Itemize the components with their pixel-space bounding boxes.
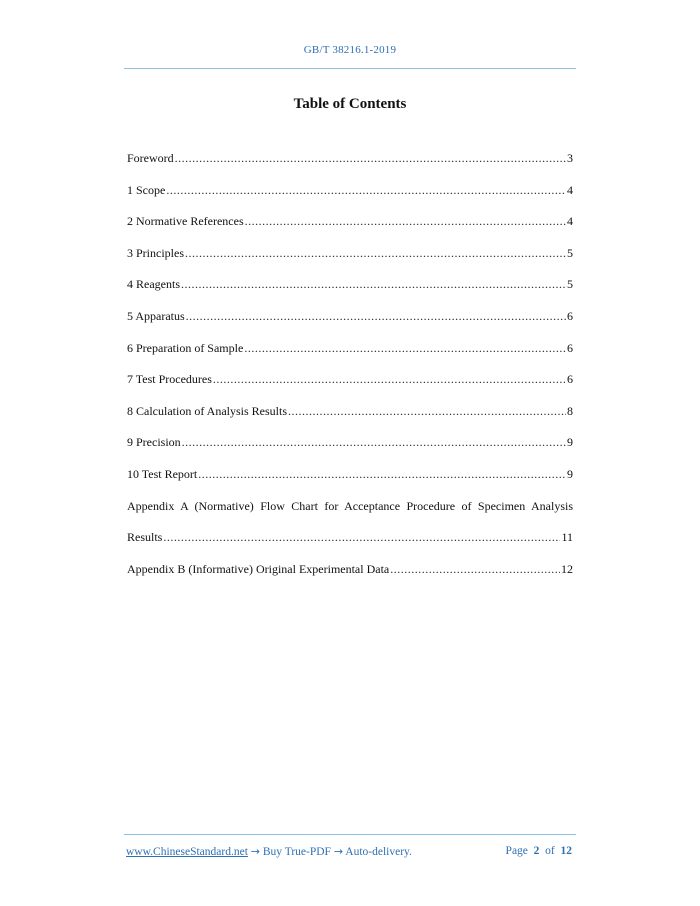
arrow-right-icon: → (250, 845, 260, 858)
toc-entry-label: 4 Reagents (127, 277, 180, 292)
toc-entry-label: 3 Principles (127, 245, 184, 260)
toc-entry-calculation[interactable] (127, 399, 573, 431)
toc-entry-preparation-of-sample[interactable] (127, 336, 573, 368)
toc-entry-label: 9 Precision (127, 435, 181, 450)
page-total: 12 (560, 845, 572, 857)
toc-page-number: 6 (567, 372, 573, 387)
toc-entry-label: 7 Test Procedures (127, 372, 212, 387)
footer-promo (126, 845, 412, 858)
toc-entry-label: 5 Apparatus (127, 308, 185, 323)
toc-leader-dots (163, 527, 560, 547)
toc-leader-dots (186, 306, 566, 326)
toc-entry-test-report[interactable] (127, 462, 573, 494)
toc-leader-dots (181, 274, 566, 294)
toc-page-number: 3 (567, 151, 573, 165)
toc-page-number: 12 (561, 561, 573, 576)
toc-page-number: 5 (567, 245, 573, 260)
document-header (0, 44, 700, 56)
table-of-contents (127, 146, 573, 588)
toc-entry-apparatus[interactable] (127, 304, 573, 336)
toc-leader-dots (185, 243, 566, 263)
toc-leader-dots (166, 180, 566, 200)
toc-page-number: 9 (567, 435, 573, 450)
toc-leader-dots (244, 338, 566, 358)
toc-entry-label: 1 Scope (127, 182, 166, 197)
toc-page-number: 11 (561, 530, 573, 545)
toc-leader-dots (213, 369, 566, 389)
toc-leader-dots (288, 401, 566, 421)
toc-entry-label-continued: Results (127, 530, 163, 545)
toc-leader-dots (182, 432, 566, 452)
toc-entry-appendix-b[interactable] (127, 557, 573, 589)
toc-leader-dots (390, 559, 560, 579)
toc-page-number: 8 (567, 403, 573, 418)
toc-page-number: 5 (567, 277, 573, 292)
toc-entry-normative-references[interactable] (127, 209, 573, 241)
toc-entry-label: Appendix A (Normative) Flow Chart for Acceptance Procedure of Specimen Analysis (127, 498, 573, 513)
standard-code: GB/T 38216.1-2019 (303, 44, 397, 56)
toc-leader-dots (175, 148, 566, 168)
toc-entry-foreword[interactable] (127, 146, 573, 178)
arrow-right-icon: → (333, 845, 344, 858)
page-label: Page (505, 845, 528, 857)
toc-page-number: 6 (567, 308, 573, 323)
toc-entry-label: 10 Test Report (127, 466, 198, 481)
toc-page-number: 6 (567, 340, 573, 355)
toc-entry-label: Appendix B (Informative) Original Experimental Data (127, 561, 390, 576)
auto-delivery-text: Auto-delivery. (345, 846, 412, 858)
toc-entry-label: 6 Preparation of Sample (127, 340, 244, 355)
toc-page-number: 4 (567, 214, 573, 229)
toc-entry-label: Foreword (127, 151, 174, 165)
toc-entry-appendix-a[interactable] (127, 494, 573, 557)
website-link[interactable]: www.ChineseStandard.net (126, 846, 248, 858)
toc-page-number: 4 (567, 182, 573, 197)
toc-entry-label: 2 Normative References (127, 214, 244, 229)
page-of-label: of (545, 845, 555, 857)
toc-entry-label: 8 Calculation of Analysis Results (127, 403, 287, 418)
toc-leader-dots (198, 464, 566, 484)
toc-entry-principles[interactable] (127, 241, 573, 273)
toc-entry-scope[interactable] (127, 178, 573, 210)
page-indicator (506, 845, 572, 858)
toc-leader-dots (245, 211, 566, 231)
document-footer (126, 845, 572, 858)
toc-entry-test-procedures[interactable] (127, 367, 573, 399)
buy-pdf-text: Buy True-PDF (262, 846, 331, 858)
toc-page-number: 9 (567, 466, 573, 481)
page-title: Table of Contents (293, 96, 407, 112)
page-current: 2 (533, 845, 540, 857)
toc-entry-reagents[interactable] (127, 272, 573, 304)
header-divider (124, 68, 576, 69)
toc-entry-precision[interactable] (127, 430, 573, 462)
footer-divider (124, 834, 576, 835)
